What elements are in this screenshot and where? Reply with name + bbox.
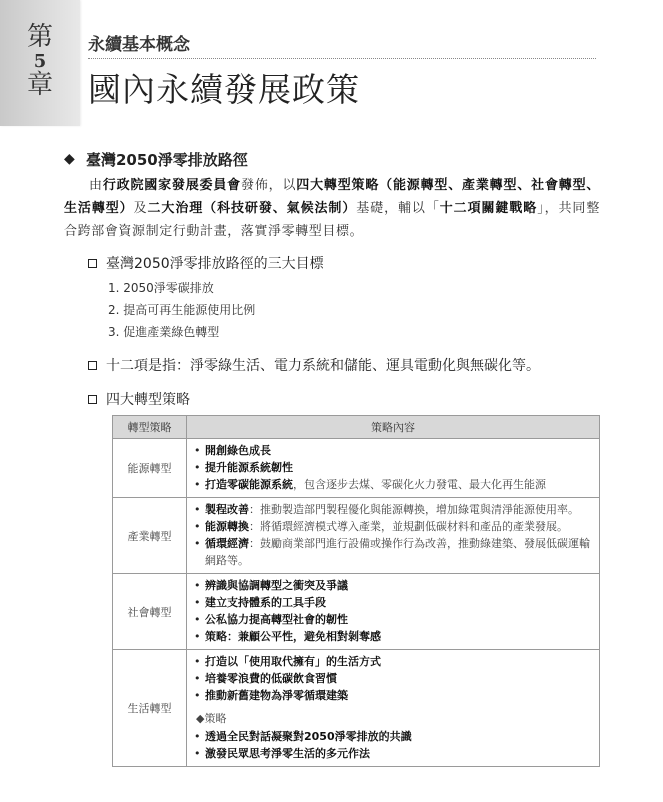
item-text: 策略：兼顧公平性，避免相對剝奪感 [205,630,381,643]
content-cell [187,574,600,650]
content-cell [187,498,600,574]
list-item [193,501,593,518]
list-item [193,459,593,476]
diamond-bullet-icon: ◆ [64,151,75,167]
category-cell: 社會轉型 [113,574,187,650]
list-item [193,476,593,493]
list-item [193,687,593,704]
list-item: 3. 促進產業綠色轉型 [108,325,220,339]
twelve-items-text: 十二項是指：淨零綠生活、電力系統和儲能、運具電動化與無碳化等。 [106,358,540,374]
item-bold: 打造零碳能源系統 [205,478,293,491]
column-header: 策略內容 [187,416,600,439]
table-header-row [113,416,600,439]
twelve-items-heading [88,355,600,375]
item-text: 提升能源系統韌性 [205,461,293,474]
list-item [193,728,593,745]
item-text: 公私協力提高轉型社會的韌性 [205,613,348,626]
list-item [193,594,593,611]
item-text: 辨識與協調轉型之衝突及爭議 [205,579,348,592]
category-cell: 產業轉型 [113,498,187,574]
column-header: 轉型策略 [113,416,187,439]
intro-paragraph [64,174,600,243]
table-row [113,650,600,767]
para-bold: 四大轉型策略（能源轉型、產業轉型、社會轉型、生活轉型） [64,178,600,216]
strategy-label: ◆策略 [196,712,227,725]
para-text: 發佈，以 [241,178,297,193]
list-item [193,745,593,762]
list-item [193,577,593,594]
table-row [113,498,600,574]
item-text: ：鼓勵商業部門進行設備或操作行為改善，推動綠建築、發展低碳運輸網路等。 [205,537,590,567]
category-cell: 生活轉型 [113,650,187,767]
table-row [113,574,600,650]
chapter-number: 5 [33,51,47,72]
chapter-label-top: 第 [26,22,53,52]
para-text: 」，共同整合跨部會資源制定行動計畫，落實淨零轉型目標。 [64,201,600,239]
list-item [193,611,593,628]
para-text: 基礎，輔以「 [356,201,440,216]
item-text: 打造以「使用取代擁有」的生活方式 [205,655,381,668]
section-title: 永續基本概念 [88,35,190,55]
para-text: 及 [133,201,148,216]
list-item [193,535,593,569]
strategy-heading-text: 四大轉型策略 [106,392,190,408]
goals-heading-text: 臺灣2050淨零排放路徑的三大目標 [106,256,324,272]
para-bold: 行政院國家發展委員會 [102,178,241,193]
item-text: 建立支持體系的工具手段 [205,596,326,609]
content-cell [187,650,600,767]
section-heading [64,148,600,170]
goals-list [108,277,600,343]
chapter-label-bottom: 章 [26,70,53,100]
strategy-heading [88,389,600,409]
checkbox-icon [88,361,97,370]
page-title: 國內永續發展政策 [88,70,360,109]
header-divider [88,58,596,59]
item-text: ：推動製造部門製程優化與能源轉換，增加綠電與清淨能源使用率。 [249,503,579,516]
checkbox-icon [88,259,97,268]
item-text: ，包含逐步去煤、零碳化火力發電、最大化再生能源 [293,478,546,491]
list-item: 1. 2050淨零碳排放 [108,281,214,295]
list-item [193,653,593,670]
list-item: 2. 提高可再生能源使用比例 [108,303,256,317]
list-item [193,442,593,459]
strategy-table [112,415,600,767]
item-text: 培養零浪費的低碳飲食習慣 [205,672,337,685]
chapter-tab [0,0,80,126]
list-item [193,518,593,535]
item-bold: 循環經濟 [205,537,249,550]
category-cell: 能源轉型 [113,439,187,498]
para-bold: 二大治理（科技研發、氣候法制） [147,201,357,216]
list-item [193,670,593,687]
item-text: 激發民眾思考淨零生活的多元作法 [205,747,370,760]
table-row [113,439,600,498]
para-bold: 十二項關鍵戰略 [439,201,538,216]
goals-heading [88,253,600,273]
content-cell [187,439,600,498]
item-bold: 能源轉換 [205,520,249,533]
item-text: 透過全民對話凝聚對2050淨零排放的共識 [205,730,412,743]
main-content [64,148,600,767]
section-heading-text: 臺灣2050淨零排放路徑 [86,150,248,169]
checkbox-icon [88,395,97,404]
item-bold: 製程改善 [205,503,249,516]
list-item [193,628,593,645]
para-text: 由 [89,178,103,193]
item-text: 推動新舊建物為淨零循環建築 [205,689,348,702]
item-text: 開創綠色成長 [205,444,271,457]
item-text: ：將循環經濟模式導入產業，並規劃低碳材料和產品的產業發展。 [249,520,568,533]
